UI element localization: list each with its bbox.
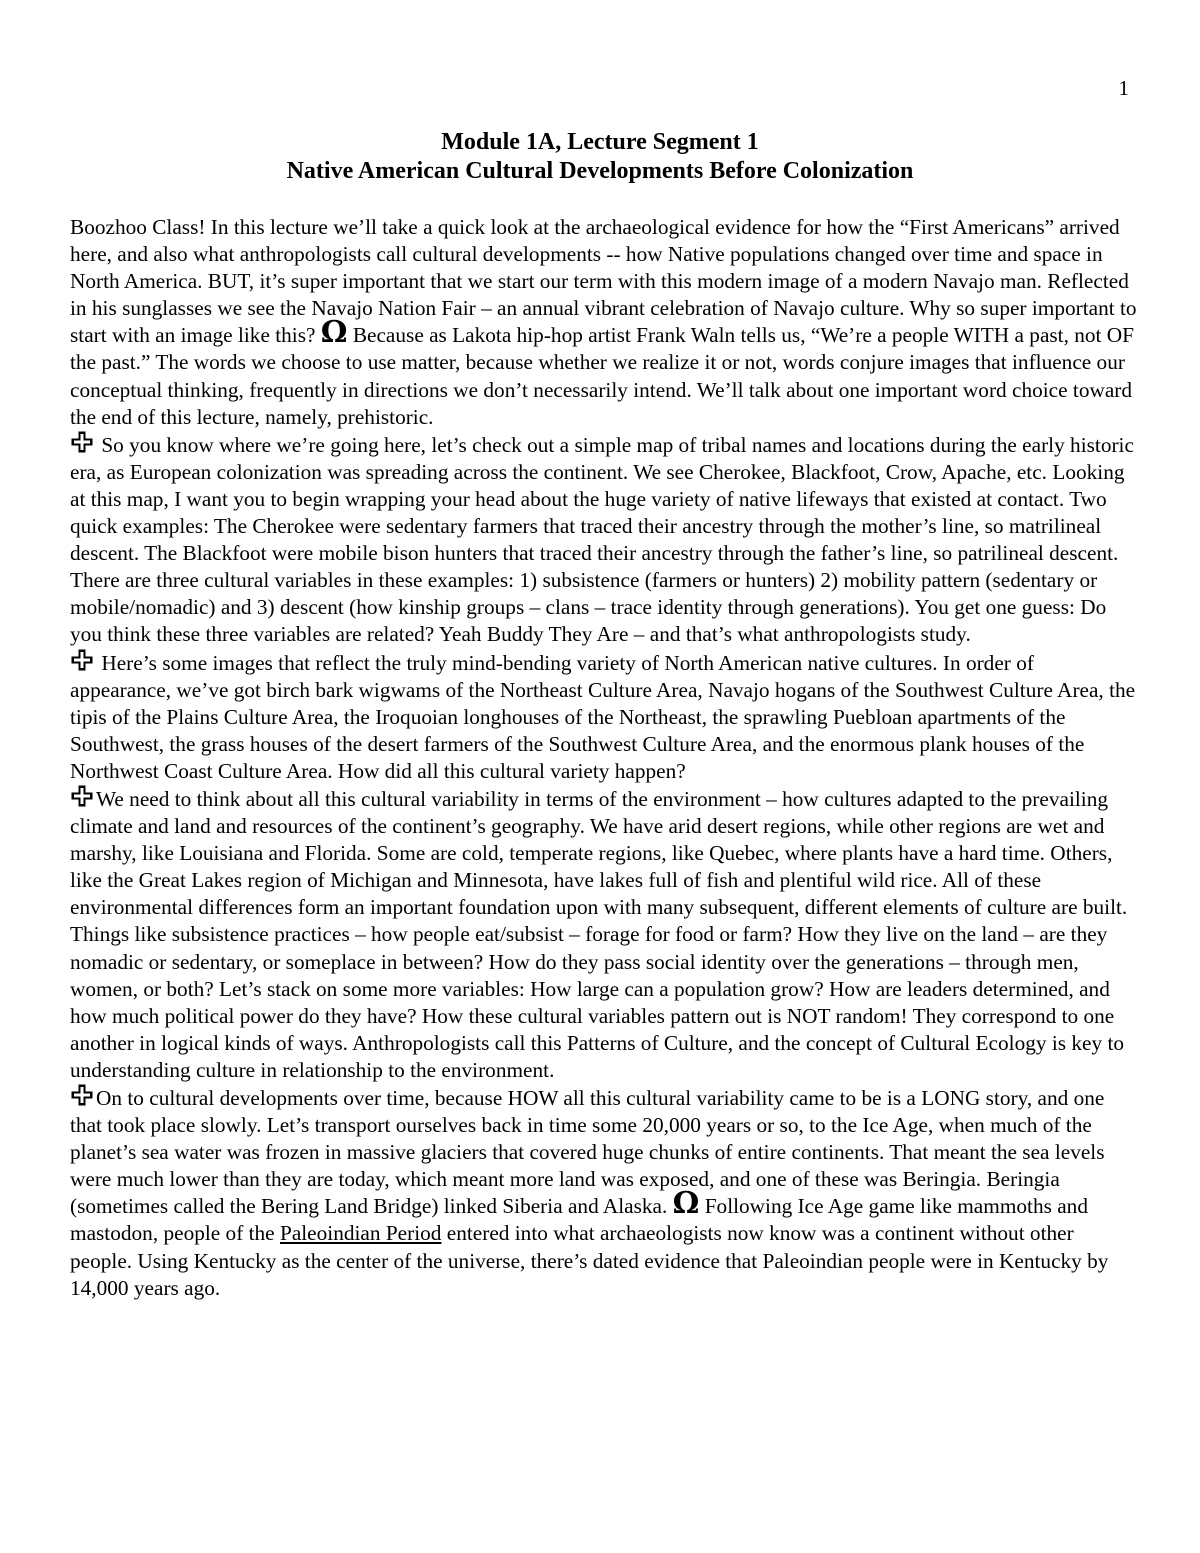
paragraph-images (70, 649, 1140, 785)
paleoindian-period-term: Paleoindian Period (279, 1221, 442, 1246)
omega-icon: Ω (320, 315, 348, 351)
paragraph-developments-text-a: On to cultural developments over time, because HOW all this cultural variability came to be is a LONG story, and one that took place slowly. Let’s transport ourselves back in time some 20,000 years or so, to the Ice Age, when much of the planet’s sea water was frozen in massive glaciers that covered huge chunks of entire continents. That meant the sea levels were much lower than they are today, which meant more land was exposed, and one of these was Beringia. Beringia (sometimes called the Bering Land Bridge) linked Siberia and Alaska. (70, 1086, 1105, 1219)
paragraph-intro-text-a: Boozhoo Class! In this lecture we’ll take a quick look at the archaeological evidence for how the “First Americans” arrived here, and also what anthropologists call cultural developments -- how Native populations changed over time and space in North America. BUT, it’s super important that we start our term with this modern image of a modern Navajo man. Reflected in his sunglasses we see the Navajo Nation Fair – an annual vibrant celebration of Navajo culture. Why so super important to start with an image like this? (70, 215, 1137, 348)
title-line-2: Native American Cultural Developments Before Colonization (286, 158, 914, 184)
paragraph-map-text: So you know where we’re going here, let’s check out a simple map of tribal names and locations during the early historic era, as European colonization was spreading across the continent. We see Cherokee, Blackfoot, Crow, Apache, etc. Looking at this map, I want you to begin wrapping your head about the huge variety of native lifeways that existed at contact. Two quick examples: The Cherokee were sedentary farmers that traced their ancestry through the mother’s line, so matrilineal descent. The Blackfoot were mobile bison hunters that traced their ancestry through the father’s line, so patrilineal descent. There are three cultural variables in these examples: 1) subsistence (farmers or hunters) 2) mobility pattern (sedentary or mobile/nomadic) and 3) descent (how kinship groups – clans – trace identity through generations). You get one guess: Do you think these three variables are related? Yeah Buddy They Are – and that’s what anthropologists study. (70, 432, 1134, 647)
paragraph-developments-text-c: entered into what archaeologists now know was a continent without other people. Using Kentucky as the center of the universe, there’s dated evidence that Paleoindian people were in Kentucky by 14,000 years ago. (70, 1221, 1109, 1300)
slide-marker-icon (70, 649, 94, 671)
slide-marker-icon (70, 1084, 94, 1106)
paragraph-map (70, 431, 1140, 649)
paragraph-developments-text-b: Following Ice Age game like mammoths and mastodon, people of the (70, 1194, 1088, 1246)
paragraph-images-text: Here’s some images that reflect the truly mind-bending variety of North American native cultures. In order of appearance, we’ve got birch bark wigwams of the Northeast Culture Area, Navajo hogans of the Southwest Culture Area, the tipis of the Plains Culture Area, the Iroquoian longhouses of the Northeast, the sprawling Puebloan apartments of the Southwest, the grass houses of the desert farmers of the Southwest Culture Area, and the enormous plank houses of the Northwest Coast Culture Area. How did all this cultural variety happen? (70, 650, 1136, 783)
slide-marker-icon (70, 431, 94, 453)
paragraph-environment-text: We need to think about all this cultural variability in terms of the environment – how cultures adapted to the prevailing climate and land and resources of the continent’s geography. We have arid desert regions, while other regions are wet and marshy, like Louisiana and Florida. Some are cold, temperate regions, like Quebec, where plants have a hard time. Others, like the Great Lakes region of Michigan and Minnesota, have lakes full of fish and plentiful wild rice. All of these environmental differences form an important foundation upon with many subsequent, different elements of culture are built. Things like subsistence practices – how people eat/subsist – forage for food or farm? How they live on the land – are they nomadic or sedentary, or someplace in between? How do they pass social identity over the generations – through men, women, or both? Let’s stack on some more variables: How large can a population grow? How are leaders determined, and how much political power do they have? How these cultural variables pattern out is NOT random! They correspond to one another in logical kinds of ways. Anthropologists call this Patterns of Culture, and the concept of Cultural Ecology is key to understanding culture in relationship to the environment. (70, 786, 1128, 1082)
document-title (0, 128, 1200, 186)
paragraph-developments (70, 1084, 1140, 1302)
lecture-body (70, 214, 1140, 1302)
omega-icon: Ω (672, 1186, 700, 1222)
page-number: 1 (1118, 76, 1129, 100)
paragraph-intro-text-b: Because as Lakota hip-hop artist Frank Waln tells us, “We’re a people WITH a past, not OF the past.” The words we choose to use matter, because whether we realize it or not, words conjure images that influence our conceptual thinking, frequently in directions we don’t necessarily intend. We’ll talk about one important word choice toward the end of this lecture, namely, prehistoric. (70, 323, 1135, 429)
paragraph-intro (70, 214, 1140, 431)
paragraph-environment (70, 785, 1140, 1084)
slide-marker-icon (70, 785, 94, 807)
title-line-1: Module 1A, Lecture Segment 1 (441, 129, 759, 155)
